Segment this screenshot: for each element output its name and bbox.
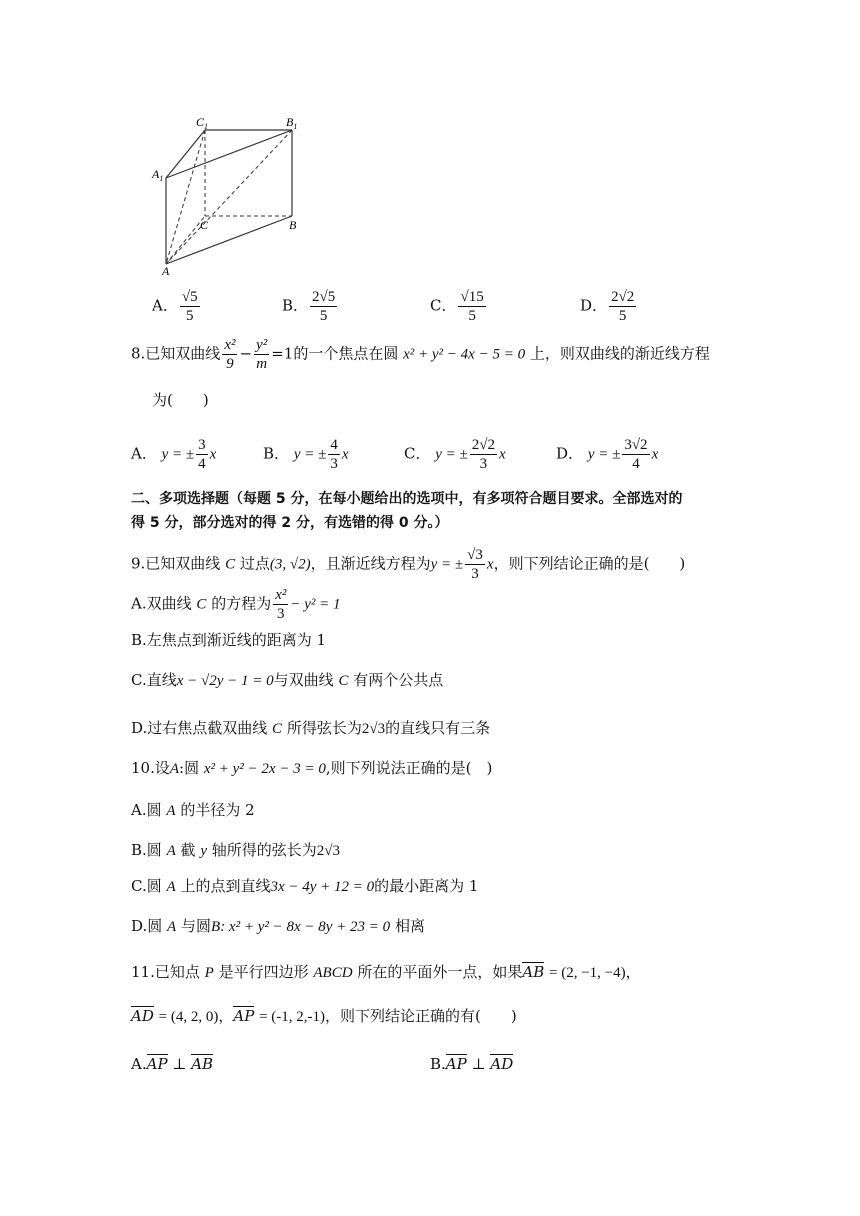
q10-option-c: C.圆 A 上的点到直线3x − 4y + 12 = 0的最小距离为 1 xyxy=(131,877,479,895)
q8-option-a: A． y = ± $\frac{3}{4}$ x xyxy=(131,437,217,472)
label-C1: $C_1$ xyxy=(196,115,209,131)
q8-option-d: D． y = ± $\frac{3√2}{4}$ x xyxy=(556,437,659,472)
label-B: B xyxy=(289,218,297,232)
section2-heading: 二、多项选择题（每题 5 分，在每小题给出的选项中，有多项符合题目要求。全部选对的 xyxy=(131,491,683,507)
q10-option-d: D.圆 A 与圆B: x² + y² − 8x − 8y + 23 = 0 相离 xyxy=(131,917,425,935)
q8-option-c: C． y = ± $\frac{2√2}{3}$ x xyxy=(404,437,506,472)
q9-stem: 9.已知双曲线 C 过点(3, √2)，且渐近线方程为y = ± $\frac{√3}{3}$ x，则下列结论正确的是( ) xyxy=(131,547,686,582)
label-B1: $B_1$ xyxy=(286,115,298,131)
q11-stem: 11.已知点 P 是平行四边形 ABCD 所在的平面外一点，如果AB = (2, −1, −4)， xyxy=(131,963,641,981)
q7-option-d: D． $\frac{2√2}{5}$ xyxy=(580,289,635,324)
q7-option-b: B． $\frac{2√5}{5}$ xyxy=(282,289,336,324)
label-C: C xyxy=(200,218,209,232)
label-A: A xyxy=(162,264,170,278)
q10-option-a: A.圆 A 的半径为 2 xyxy=(131,801,255,819)
q11-option-a: A.AP ⊥ AB xyxy=(131,1055,214,1073)
q9-option-d: D.过右焦点截双曲线 C 所得弦长为2√3的直线只有三条 xyxy=(131,719,491,737)
q8-stem: 8.已知双曲线 $\frac{\text{x²}}{9}$ − $\frac{\text{y²}}{m}$ =1的一个焦点在圆 x² + y² − 4x − 5 = 0 上，则双曲线的渐近线方程 xyxy=(131,337,710,372)
q10-option-b: B.圆 A 截 y 轴所得的弦长为2√3 xyxy=(131,841,341,859)
q8-stem-line2: 为( ) xyxy=(152,391,209,409)
label-A1: $A_1$ xyxy=(152,167,164,183)
q8-option-b: B． y = ± $\frac{4}{3}$ x xyxy=(263,437,349,472)
q9-option-c: C.直线x − √2y − 1 = 0与双曲线 C 有两个公共点 xyxy=(131,671,444,689)
q9-option-a: A.双曲线 C 的方程为 $\frac{\text{x²}}{3}$ − y² = 1 xyxy=(131,587,341,622)
q11-stem-line2: AD = (4, 2, 0)，AP = (-1, 2,-1)，则下列结论正确的有( ) xyxy=(131,1007,517,1025)
prism-figure xyxy=(148,112,308,282)
q7-option-a: A． $\frac{√5}{5}$ xyxy=(152,289,198,324)
q11-option-b: B.AP ⊥ AD xyxy=(430,1055,514,1073)
q10-stem: 10.设A:圆 x² + y² − 2x − 3 = 0,则下列说法正确的是( ) xyxy=(131,759,493,777)
q9-option-b: B.左焦点到渐近线的距离为 1 xyxy=(131,631,327,649)
q7-option-c: C． $\frac{√15}{5}$ xyxy=(430,289,484,324)
section2-heading-line2: 得 5 分，部分选对的得 2 分，有选错的得 0 分。） xyxy=(131,515,449,531)
